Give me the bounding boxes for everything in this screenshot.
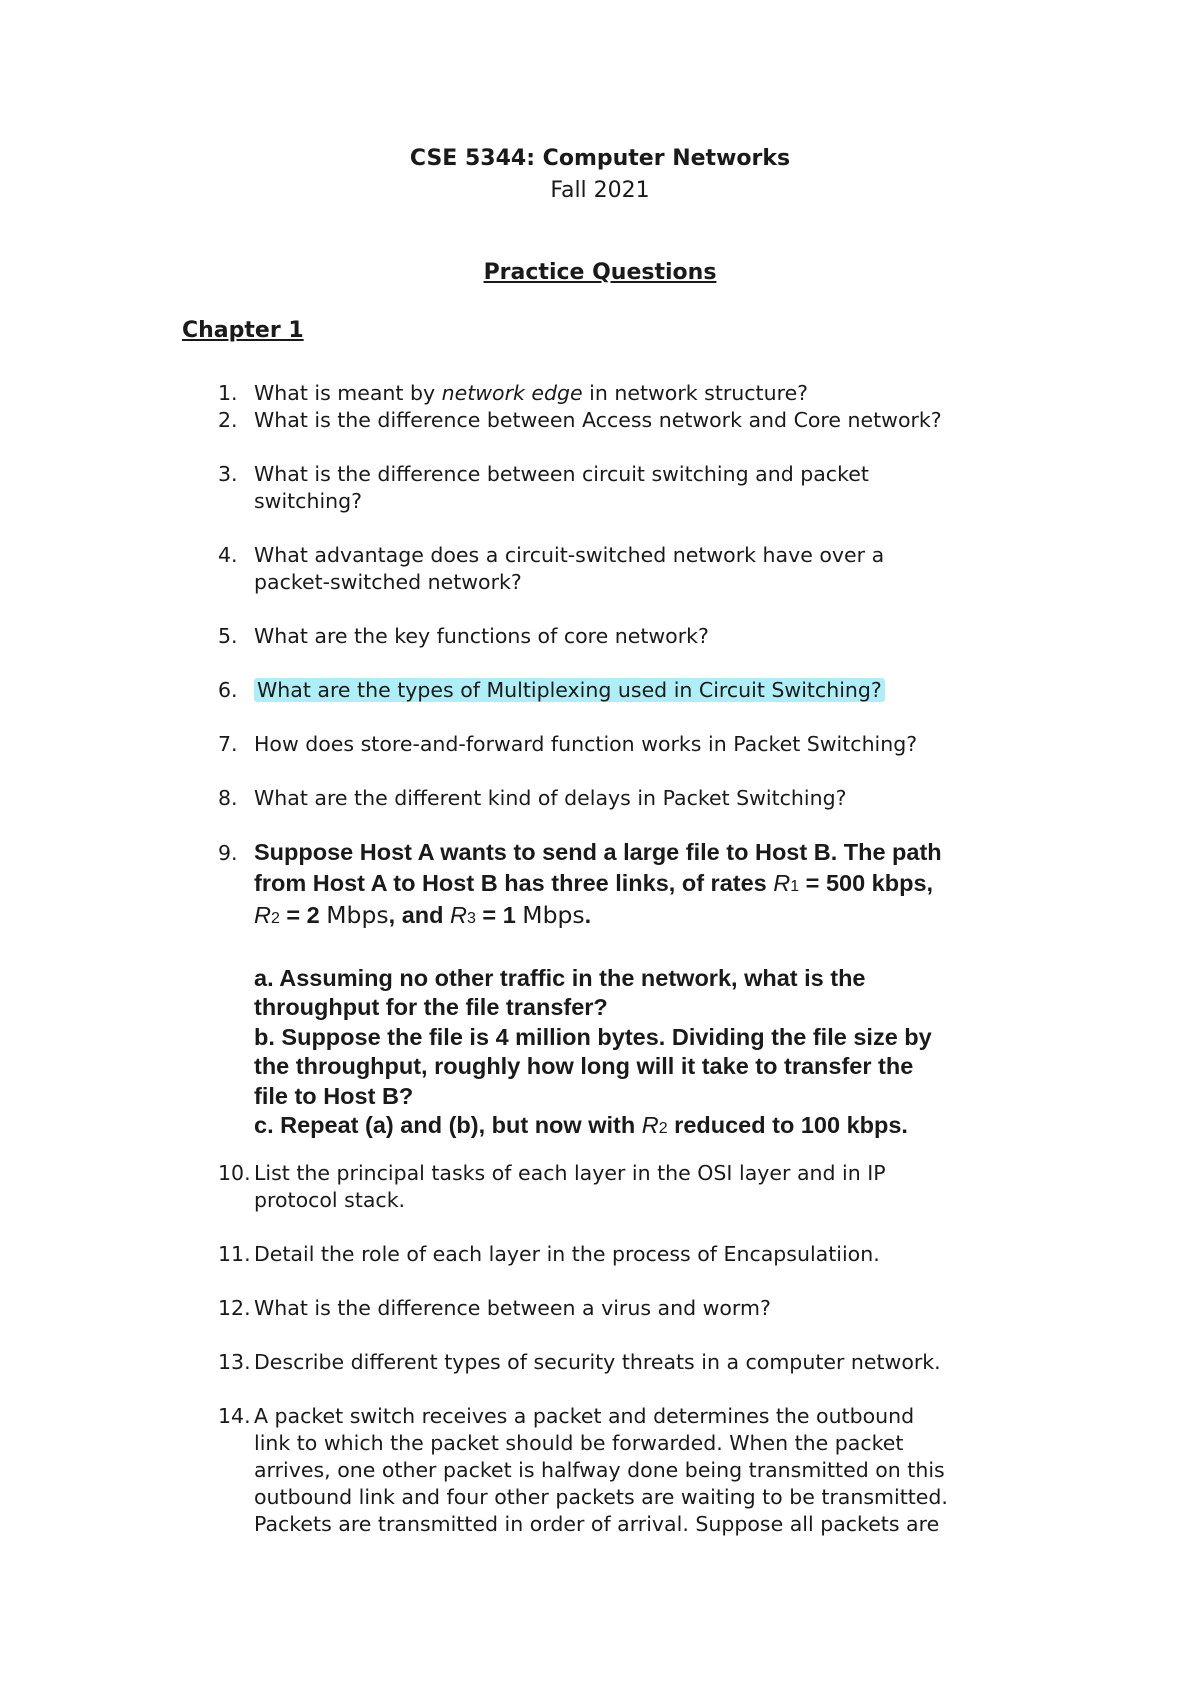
question-text: A packet switch receives a packet and determines the outbound xyxy=(254,1404,915,1428)
question-text: = 1 xyxy=(475,902,523,928)
question-13 xyxy=(218,1349,941,1376)
unit-text: Mbps xyxy=(522,901,585,929)
rate-variable: R xyxy=(641,1112,659,1138)
question-1 xyxy=(218,380,808,407)
subquestion-a: a. Assuming no other traffic in the network, what is the xyxy=(254,964,866,991)
question-number: 5. xyxy=(218,624,238,648)
question-text: Suppose Host A wants to send a large file to Host B. The path xyxy=(254,839,942,865)
question-5 xyxy=(218,623,709,650)
question-number: 14. xyxy=(218,1404,251,1428)
question-2 xyxy=(218,407,942,434)
question-text: switching? xyxy=(254,489,363,513)
question-text: What advantage does a circuit-switched network have over a xyxy=(254,543,885,567)
question-10 xyxy=(218,1160,886,1214)
subquestion-b: b. Suppose the file is 4 million bytes. Dividing the file size by xyxy=(254,1023,932,1050)
question-3 xyxy=(218,461,869,515)
question-number: 4. xyxy=(218,543,238,567)
question-number: 6. xyxy=(218,678,238,702)
rate-subscript: 1 xyxy=(790,877,800,895)
course-title: CSE 5344: Computer Networks xyxy=(409,146,791,171)
question-text: Detail the role of each layer in the process of Encapsulatiion. xyxy=(254,1242,880,1266)
question-text: , and xyxy=(388,902,451,928)
question-text: What are the different kind of delays in Packet Switching? xyxy=(254,786,847,810)
question-text: outbound link and four other packets are waiting to be transmitted. xyxy=(254,1485,948,1509)
subquestion-a-cont: throughput for the file transfer? xyxy=(254,994,608,1020)
question-number: 8. xyxy=(218,786,238,810)
emphasis-text: network edge xyxy=(441,381,583,405)
subquestion-b-cont: the throughput, roughly how long will it take to transfer the xyxy=(254,1053,914,1079)
rate-variable: R xyxy=(773,869,791,896)
question-7 xyxy=(218,731,917,758)
question-text: What are the key functions of core network? xyxy=(254,624,709,648)
question-text: packet-switched network? xyxy=(254,570,522,594)
question-text: arrives, one other packet is halfway done being transmitted on this xyxy=(254,1458,945,1482)
question-text: protocol stack. xyxy=(254,1188,406,1212)
question-text: = 2 xyxy=(279,902,327,928)
subquestion-b-cont: file to Host B? xyxy=(254,1082,414,1109)
rate-subscript: 2 xyxy=(658,1120,668,1137)
question-number: 10. xyxy=(218,1161,251,1185)
question-14 xyxy=(218,1403,948,1538)
question-text: What is the difference between Access network and Core network? xyxy=(254,408,942,432)
question-text: Describe different types of security threats in a computer network. xyxy=(254,1350,941,1374)
question-text: What is the difference between circuit switching and packet xyxy=(254,462,869,486)
question-text: link to which the packet should be forwarded. When the packet xyxy=(254,1431,904,1455)
document-heading: Practice Questions xyxy=(483,260,717,285)
question-text: How does store-and-forward function works in Packet Switching? xyxy=(254,732,918,756)
highlighted-question-text: What are the types of Multiplexing used in Circuit Switching? xyxy=(254,678,885,702)
question-4 xyxy=(218,542,884,596)
question-text: from Host A to Host B has three links, of rates xyxy=(254,869,774,896)
chapter-heading: Chapter 1 xyxy=(182,318,304,343)
rate-variable: R xyxy=(450,902,467,928)
question-6 xyxy=(218,677,885,704)
question-number: 11. xyxy=(218,1242,251,1266)
semester: Fall 2021 xyxy=(550,178,650,203)
question-9 xyxy=(218,838,942,1144)
question-text: Packets are transmitted in order of arrival. Suppose all packets are xyxy=(254,1512,940,1536)
question-text: What is meant by xyxy=(254,381,442,405)
question-number: 2. xyxy=(218,408,238,432)
rate-subscript: 3 xyxy=(467,910,476,927)
question-11 xyxy=(218,1241,880,1268)
rate-subscript: 2 xyxy=(270,910,280,927)
question-number: 3. xyxy=(218,462,238,486)
question-text: List the principal tasks of each layer in the OSI layer and in IP xyxy=(254,1161,886,1185)
rate-variable: R xyxy=(254,902,271,928)
subquestion-c: c. Repeat (a) and (b), but now with xyxy=(254,1112,642,1138)
question-text: in network structure? xyxy=(582,381,809,405)
question-8 xyxy=(218,785,847,812)
question-text: What is the difference between a virus and worm? xyxy=(254,1296,771,1320)
question-number: 12. xyxy=(218,1296,251,1320)
question-number: 1. xyxy=(218,381,238,405)
unit-text: Mbps xyxy=(326,901,389,929)
question-number: 13. xyxy=(218,1350,251,1374)
question-text: = 500 kbps, xyxy=(799,869,934,896)
question-12 xyxy=(218,1295,771,1322)
question-number: 7. xyxy=(218,732,238,756)
subquestion-c-cont: reduced to 100 kbps. xyxy=(667,1112,908,1138)
question-text: . xyxy=(584,902,592,928)
question-number: 9. xyxy=(218,841,238,865)
